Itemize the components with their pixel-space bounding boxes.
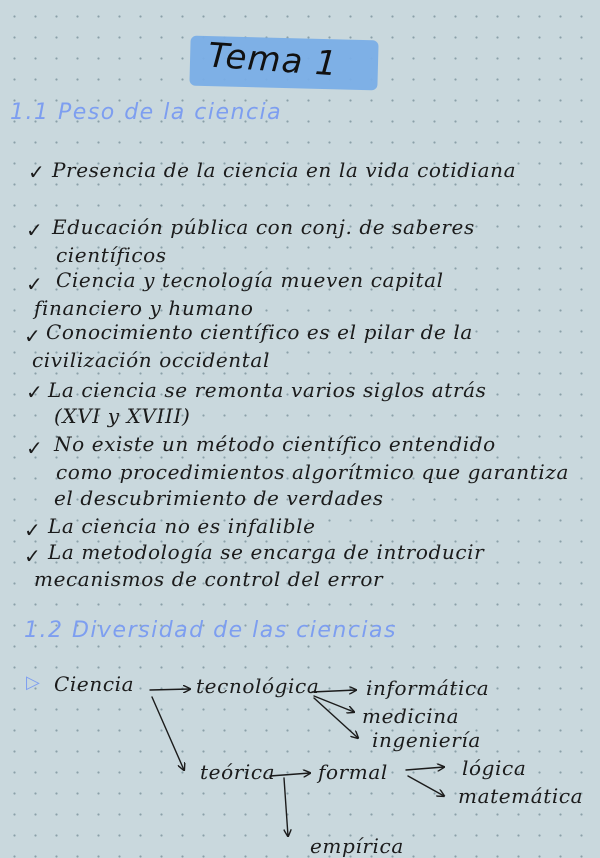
- note-line-1: Presencia de la ciencia en la vida cotidiana: [52, 158, 517, 182]
- arrow-formal-matematica: [408, 776, 444, 796]
- arrow-tecnologica-medicina: [314, 696, 354, 712]
- diagram-node-tecnologica: tecnológica: [196, 674, 320, 698]
- diagram-node-ingenieria: ingeniería: [372, 728, 481, 752]
- section-heading-2: 1.2 Diversidad de las ciencias: [24, 618, 397, 643]
- note-line-14: La metodología se encarga de introducir: [48, 540, 485, 564]
- check-icon: ✓: [26, 436, 43, 460]
- note-line-6: Conocimiento científico es el pilar de la: [46, 320, 473, 344]
- check-icon: ✓: [26, 380, 43, 404]
- diagram-node-logica: lógica: [462, 756, 527, 780]
- check-icon: ✓: [24, 544, 41, 568]
- note-line-15: mecanismos de control del error: [34, 567, 384, 591]
- diagram-node-formal: formal: [318, 760, 388, 784]
- note-line-9: (XVI y XVIII): [54, 404, 191, 428]
- check-icon: ✓: [24, 518, 41, 542]
- note-line-11: como procedimientos algorítmico que garantiza: [56, 460, 570, 484]
- note-line-3: científicos: [56, 243, 167, 267]
- arrow-ciencia-tecnologica: [150, 689, 190, 690]
- check-icon: ✓: [28, 160, 45, 184]
- diagram-node-medicina: medicina: [362, 704, 460, 728]
- note-line-5: financiero y humano: [34, 296, 254, 320]
- diagram-node-informatica: informática: [366, 676, 490, 700]
- arrow-teorica-formal: [270, 773, 310, 776]
- title-block: [190, 34, 380, 92]
- arrow-ciencia-teorica: [152, 697, 184, 770]
- check-icon: ✓: [26, 218, 43, 242]
- arrow-formal-logica: [406, 767, 444, 770]
- diagram-node-ciencia: Ciencia: [54, 672, 135, 696]
- note-line-8: La ciencia se remonta varios siglos atrás: [48, 378, 487, 402]
- section-heading-1: 1.1 Peso de la ciencia: [10, 100, 283, 125]
- note-line-13: La ciencia no es infalible: [48, 514, 316, 538]
- note-line-12: el descubrimiento de verdades: [54, 486, 384, 510]
- diagram-node-teorica: teórica: [200, 760, 276, 784]
- arrow-teorica-empirica: [284, 778, 288, 836]
- arrow-tecnologica-ingenieria: [314, 698, 358, 738]
- check-icon: ✓: [26, 272, 43, 296]
- note-line-7: civilización occidental: [32, 348, 270, 372]
- page-title: Tema 1: [206, 35, 340, 85]
- note-line-4: Ciencia y tecnología mueven capital: [56, 268, 444, 292]
- note-line-10: No existe un método científico entendido: [54, 432, 496, 456]
- check-icon: ✓: [24, 324, 41, 348]
- diagram-node-empirica: empírica: [310, 834, 404, 858]
- diagram-node-matematica: matemática: [458, 784, 584, 808]
- note-line-2: Educación pública con conj. de saberes: [52, 215, 475, 239]
- triangle-bullet-icon: ▷: [26, 672, 40, 693]
